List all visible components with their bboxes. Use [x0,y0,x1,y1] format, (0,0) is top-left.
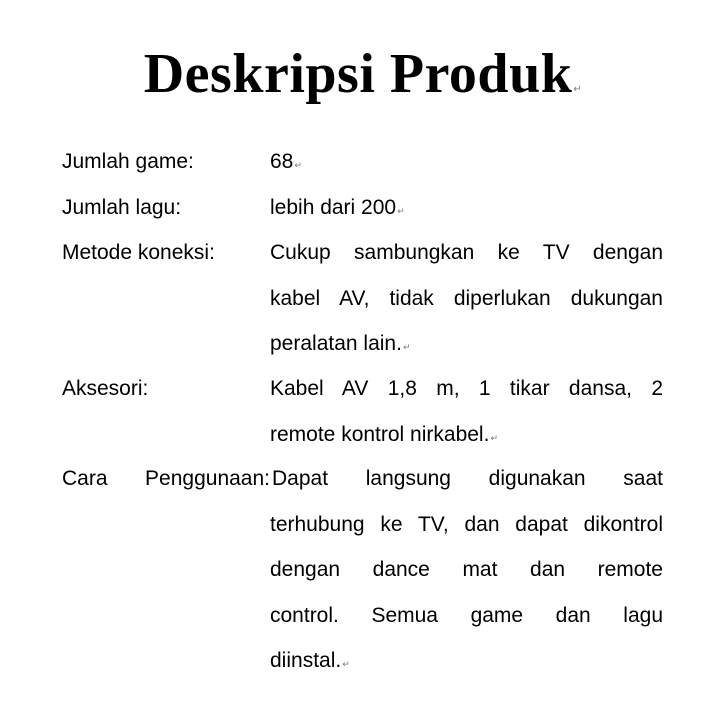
value-metode-koneksi [270,230,663,371]
value-line-text: remote kontrol nirkabel. [270,422,490,446]
paragraph-mark-icon: ↵ [573,84,583,95]
paragraph-mark-icon: ↵ [397,206,405,216]
value-line-last [270,321,663,371]
value-line: 68 [270,150,294,173]
value-line-text: peralatan lain. [270,332,402,355]
value-line: control. Semua game dan lagu [270,603,663,627]
value-line-last [270,638,663,688]
value-line: Dapat langsung digunakan saat [272,467,663,490]
value-line: dengan dance mat dan remote [270,558,663,581]
paragraph-mark-icon: ↵ [294,160,302,170]
label-jumlah-game: Jumlah game: [62,150,194,173]
value-line: terhubung ke TV, dan dapat dikontrol [270,512,663,536]
value-jumlah-lagu [270,185,663,235]
value-jumlah-game [270,139,663,189]
label-aksesori: Aksesori: [62,377,149,400]
page-title [0,38,726,126]
paragraph-mark-icon: ↵ [402,342,411,352]
value-line: Cukup sambungkan ke TV dengan [270,241,663,264]
label-cara-penggunaan: Cara Penggunaan: [62,467,270,490]
value-line: lebih dari 200 [270,196,397,219]
value-cara-penggunaan [272,456,663,688]
value-line-last [270,412,663,462]
paragraph-mark-icon: ↵ [490,432,498,443]
title-text: Deskripsi Produk [143,43,573,105]
label-metode-koneksi: Metode koneksi: [62,241,215,264]
value-line: Kabel AV 1,8 m, 1 tikar dansa, 2 [270,377,663,400]
value-line-text: diinstal. [270,649,342,672]
label-jumlah-lagu: Jumlah lagu: [62,196,182,219]
paragraph-mark-icon: ↵ [342,659,350,669]
value-aksesori [270,366,663,461]
value-line: kabel AV, tidak diperlukan dukungan [270,286,663,310]
